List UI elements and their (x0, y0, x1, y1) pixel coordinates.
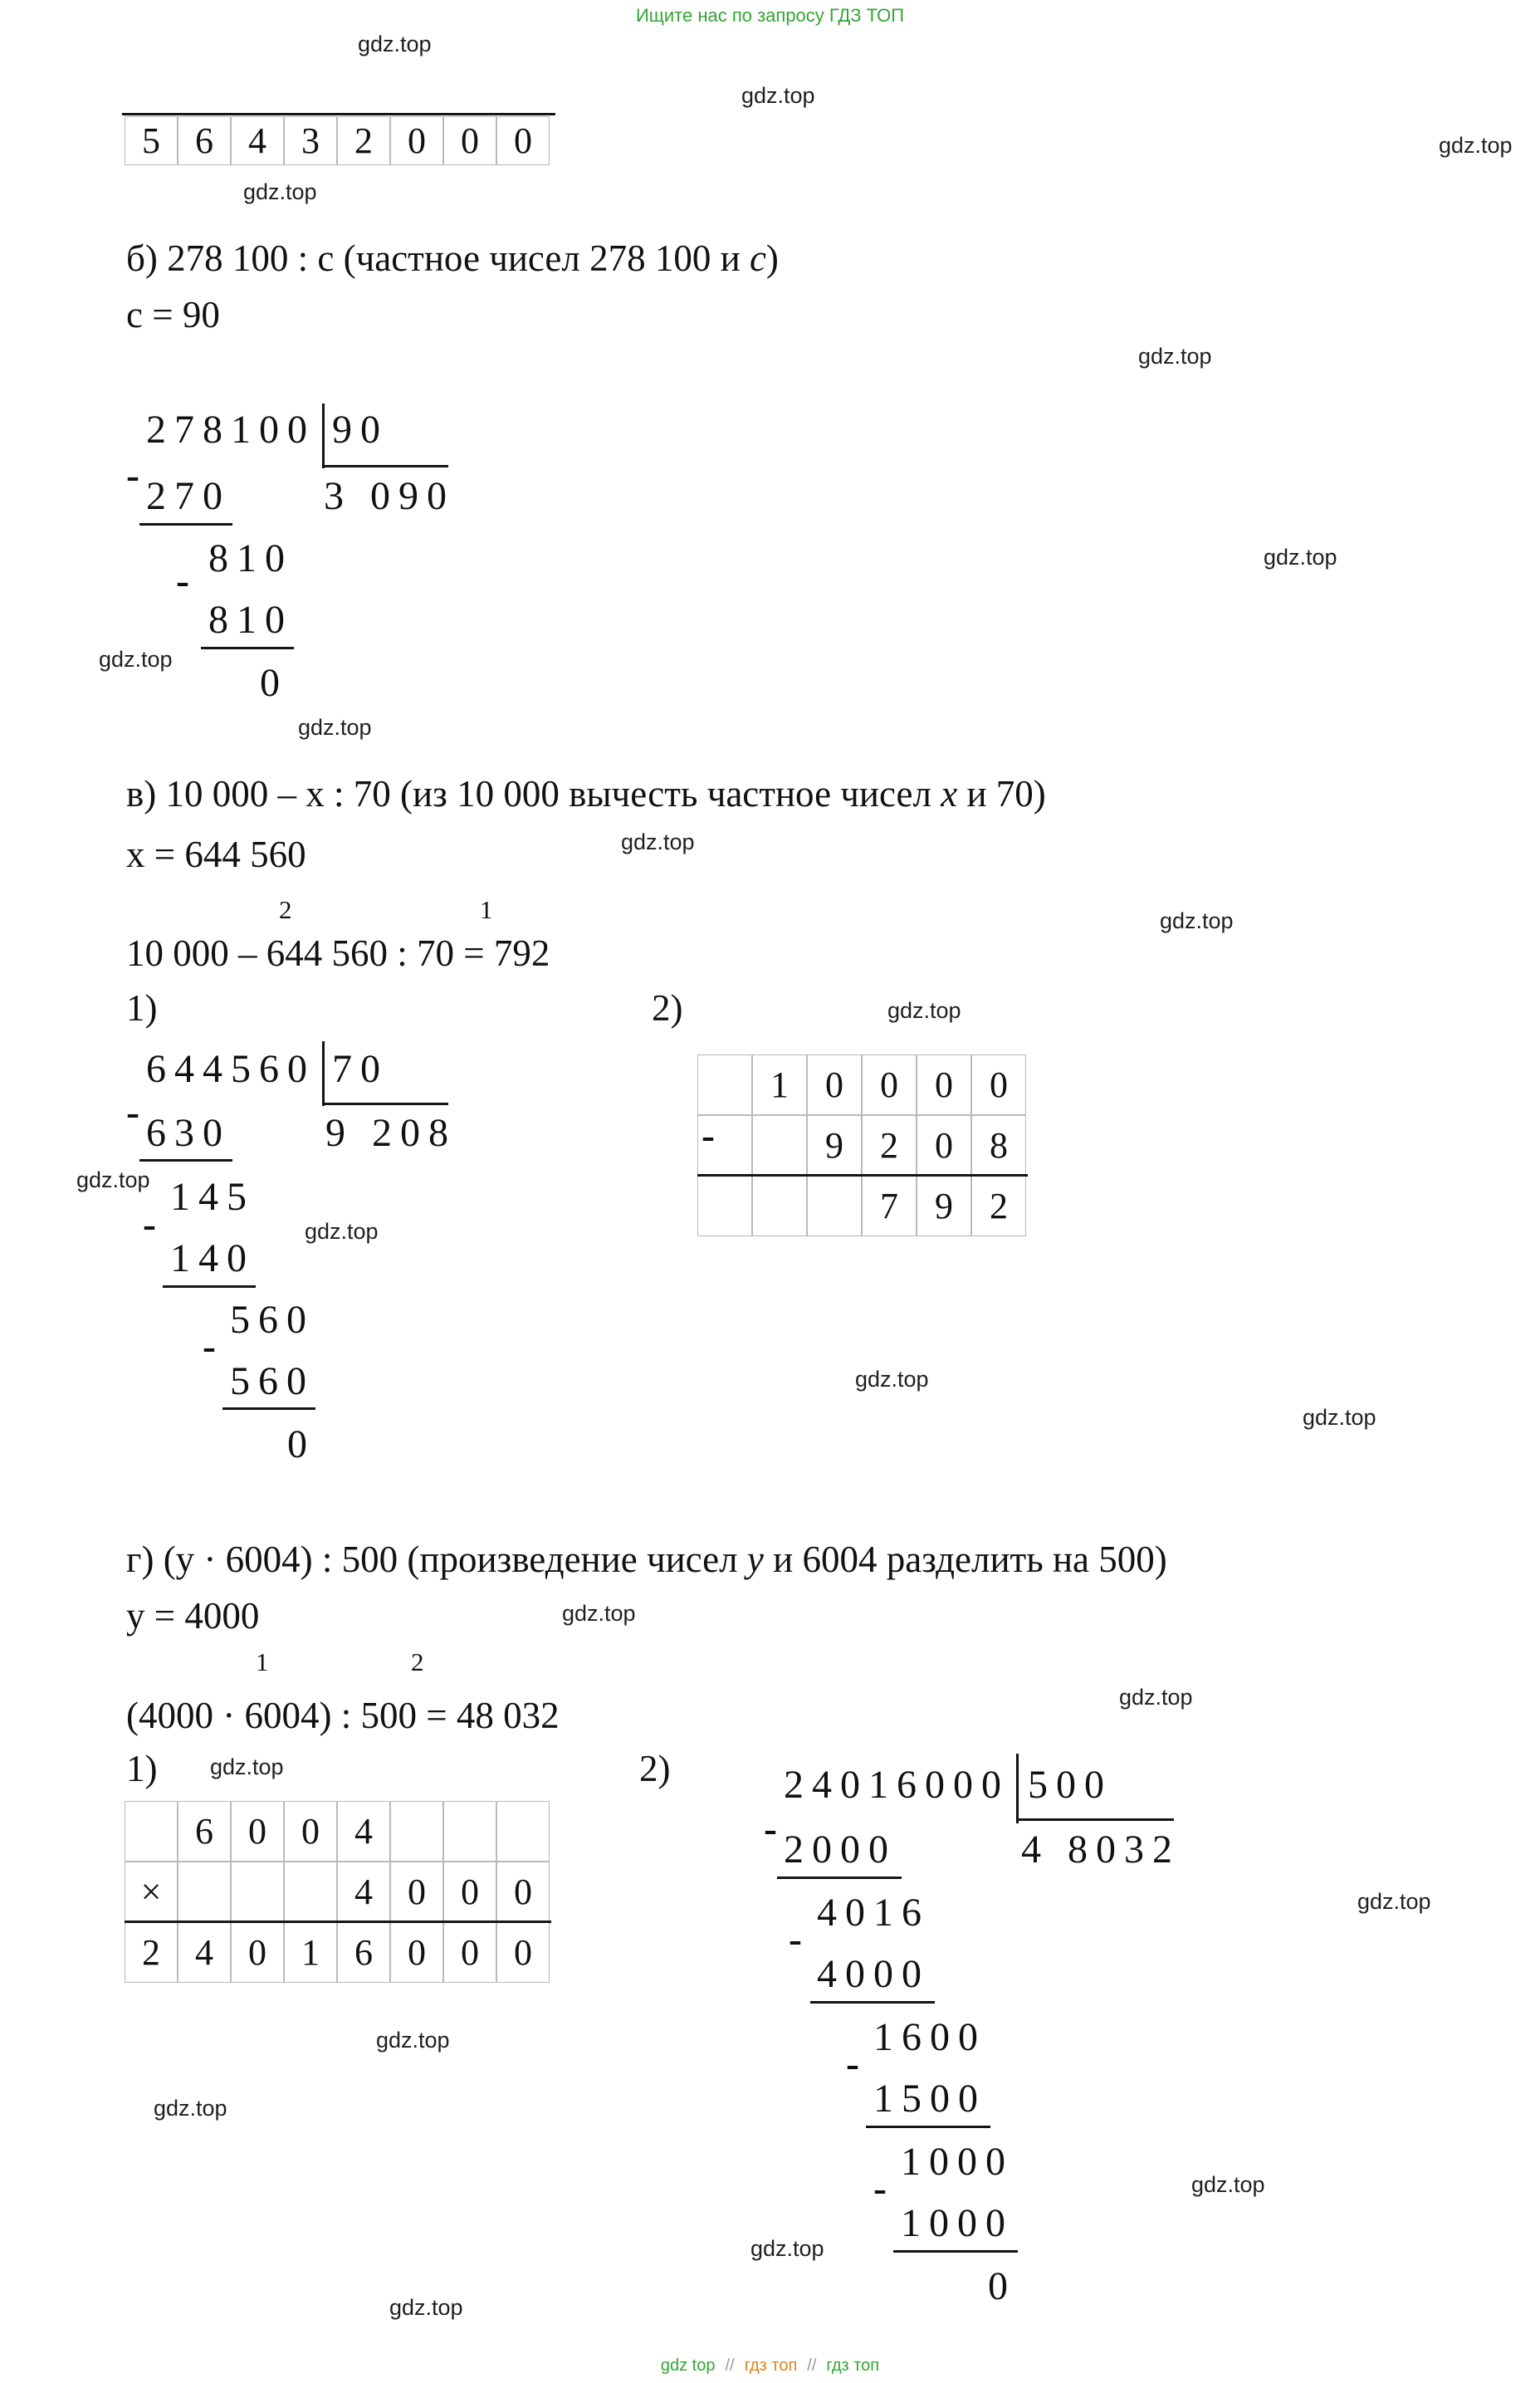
watermark: gdz.top (1439, 133, 1513, 158)
watermark: gdz.top (210, 1754, 284, 1779)
difference-step: 140 (170, 1236, 255, 1280)
grid-cell: 0 (231, 1922, 284, 1983)
quotient: 4 8032 (1021, 1828, 1181, 1872)
step-underline (810, 2001, 935, 2004)
step-label-1: 1) (126, 1748, 158, 1789)
grid-cell: 2 (125, 1922, 178, 1983)
difference-step: 560 (230, 1359, 315, 1403)
grid-cell (231, 1862, 284, 1922)
divisor-underline (322, 465, 448, 467)
problem-b-given: с = 90 (126, 294, 220, 335)
order-superscript: 1 (256, 1647, 269, 1676)
remainder: 0 (988, 2264, 1016, 2308)
grid-cell (125, 1801, 178, 1862)
watermark: gdz.top (855, 1367, 929, 1392)
grid-cell: 0 (917, 1054, 971, 1115)
division-bar (322, 404, 325, 468)
grid-cell: 1 (752, 1054, 807, 1115)
subtraction-grid (697, 1054, 1026, 1236)
grid-cell: 1 (284, 1922, 337, 1983)
grid-cell: 4 (337, 1862, 390, 1922)
step-underline (866, 2126, 990, 2128)
order-superscript: 2 (411, 1647, 424, 1676)
minus-sign: - (203, 1324, 216, 1368)
watermark: gdz.top (741, 83, 815, 108)
divisor: 70 (332, 1047, 389, 1091)
grid-cell: 0 (390, 116, 443, 165)
grid-cell (752, 1115, 807, 1176)
grid-cell: 0 (390, 1922, 443, 1983)
grid-cell: 0 (917, 1115, 971, 1176)
order-superscript: 2 (279, 895, 292, 924)
grid-cell: 0 (807, 1054, 862, 1115)
grid-cell: 0 (862, 1054, 917, 1115)
minus-sign: - (846, 2042, 859, 2086)
minus-sign: - (143, 1202, 156, 1246)
watermark: gdz.top (1160, 908, 1234, 933)
footer-link[interactable]: гдз топ (826, 2356, 880, 2375)
step-label-2: 2) (639, 1748, 671, 1789)
dividend: 644560 (146, 1047, 315, 1091)
difference-step: 1000 (901, 2140, 1014, 2184)
multiplication-grid (125, 1801, 550, 1983)
step-underline (201, 647, 294, 649)
grid-cell: 2 (971, 1176, 1026, 1236)
watermark: gdz.top (750, 2236, 824, 2261)
grid-cell (178, 1862, 231, 1922)
divisor-underline (1016, 1818, 1174, 1821)
minus-sign: - (702, 1113, 715, 1157)
grid-cell: 0 (443, 1862, 496, 1922)
grid-cell (443, 1801, 496, 1862)
minus-sign: - (789, 1917, 802, 1961)
grid-cell: 0 (231, 1801, 284, 1862)
result-line (697, 1174, 1028, 1177)
difference-step: 810 (208, 536, 293, 580)
watermark: gdz.top (1264, 545, 1337, 570)
grid-cell (390, 1801, 443, 1862)
footer-separator: // (725, 2356, 735, 2375)
grid-cell: 9 (807, 1115, 862, 1176)
remainder: 0 (287, 1422, 315, 1466)
grid-cell: 6 (178, 1801, 231, 1862)
difference-step: 270 (146, 474, 231, 518)
grid-cell (752, 1176, 807, 1236)
grid-cell: 4 (178, 1922, 231, 1983)
grid-cell: 0 (443, 116, 496, 165)
watermark: gdz.top (1357, 1889, 1431, 1914)
problem-b-title: б) 278 100 : с (частное чисел 278 100 и с) (126, 237, 779, 279)
grid-cell: 0 (971, 1054, 1026, 1115)
footer-link[interactable]: гдз топ (744, 2356, 798, 2375)
footer-link[interactable]: gdz top (660, 2356, 716, 2375)
difference-step: 1500 (873, 2077, 986, 2121)
grid-cell: 7 (862, 1176, 917, 1236)
grid-cell: 0 (390, 1862, 443, 1922)
grid-cell (496, 1801, 550, 1862)
step-label-1: 1) (126, 987, 158, 1029)
difference-step: 145 (170, 1175, 255, 1219)
difference-step: 630 (146, 1111, 231, 1155)
grid-cell: 6 (178, 116, 231, 165)
minus-sign: - (873, 2166, 887, 2210)
problem-g-expression: (4000 · 6004) : 500 = 48 032 (126, 1695, 560, 1736)
step-underline (139, 523, 232, 526)
multiply-sign: × (125, 1862, 178, 1922)
grid-cell: 0 (496, 116, 550, 165)
division-bar (322, 1041, 325, 1106)
watermark: gdz.top (358, 32, 432, 56)
problem-g-given: у = 4000 (126, 1595, 260, 1637)
dividend: 24016000 (784, 1763, 1010, 1807)
grid-cell: 5 (125, 116, 178, 165)
watermark: gdz.top (243, 179, 317, 204)
grid-cell: 0 (284, 1801, 337, 1862)
difference-step: 560 (230, 1298, 315, 1342)
watermark: gdz.top (99, 647, 173, 672)
watermark: gdz.top (76, 1167, 150, 1192)
grid-cell: 4 (337, 1801, 390, 1862)
quotient: 3 090 (324, 474, 455, 518)
order-superscript: 1 (480, 895, 493, 924)
problem-v-given: х = 644 560 (126, 834, 306, 875)
divisor-underline (322, 1103, 448, 1105)
watermark: gdz.top (389, 2295, 463, 2320)
watermark: gdz.top (298, 715, 372, 740)
watermark: gdz.top (887, 998, 961, 1023)
remainder: 0 (260, 661, 288, 705)
grid-cell: 0 (496, 1922, 550, 1983)
difference-step: 810 (208, 598, 293, 642)
watermark: gdz.top (376, 2028, 450, 2053)
difference-step: 2000 (784, 1828, 897, 1872)
step-underline (139, 1159, 232, 1162)
step-underline (893, 2250, 1018, 2253)
dividend: 278100 (146, 408, 315, 452)
grid-cell (284, 1862, 337, 1922)
grid-cell (697, 1176, 752, 1236)
step-underline (777, 1877, 902, 1879)
divisor: 500 (1028, 1763, 1112, 1807)
grid-cell: 0 (496, 1862, 550, 1922)
grid-cell: 9 (917, 1176, 971, 1236)
result-line (125, 1921, 551, 1923)
difference-step: 4016 (817, 1891, 930, 1935)
step-label-2: 2) (652, 987, 683, 1029)
grid-cell: 3 (284, 116, 337, 165)
quotient: 9 208 (325, 1111, 457, 1155)
grid-cell (807, 1176, 862, 1236)
grid-cell: 2 (337, 116, 390, 165)
watermark: gdz.top (1303, 1405, 1376, 1430)
watermark: gdz.top (1119, 1685, 1193, 1710)
grid-cell: 0 (443, 1922, 496, 1983)
watermark: gdz.top (305, 1219, 379, 1244)
top-digit-grid (125, 116, 550, 165)
divisor: 90 (332, 408, 389, 452)
minus-sign: - (126, 1090, 139, 1134)
minus-sign: - (764, 1807, 777, 1851)
watermark: gdz.top (1191, 2172, 1265, 2197)
problem-g-title: г) (у · 6004) : 500 (произведение чисел у и 6004 разделить на 500) (126, 1539, 1167, 1580)
grid-cell: 4 (231, 116, 284, 165)
footer-separator: // (807, 2356, 817, 2375)
grid-cell: 6 (337, 1922, 390, 1983)
minus-sign: - (126, 453, 139, 497)
step-underline (222, 1407, 315, 1410)
problem-v-expression: 10 000 – 644 560 : 70 = 792 (126, 932, 550, 974)
difference-step: 1000 (901, 2201, 1014, 2245)
watermark: gdz.top (621, 829, 695, 854)
top-banner[interactable]: Ищите нас по запросу ГДЗ ТОП (635, 5, 905, 26)
minus-sign: - (176, 559, 189, 603)
grid-cell: 8 (971, 1115, 1026, 1176)
difference-step: 4000 (817, 1952, 930, 1996)
watermark: gdz.top (1138, 344, 1212, 369)
division-bar (1016, 1754, 1019, 1823)
footer (0, 2356, 1540, 2376)
step-underline (163, 1285, 256, 1288)
grid-cell: 2 (862, 1115, 917, 1176)
watermark: gdz.top (154, 2096, 227, 2121)
watermark: gdz.top (562, 1601, 636, 1626)
problem-v-title: в) 10 000 – х : 70 (из 10 000 вычесть частное чисел х и 70) (126, 773, 1046, 815)
grid-cell (697, 1054, 752, 1115)
difference-step: 1600 (873, 2015, 986, 2059)
grid-top-line (122, 113, 555, 115)
